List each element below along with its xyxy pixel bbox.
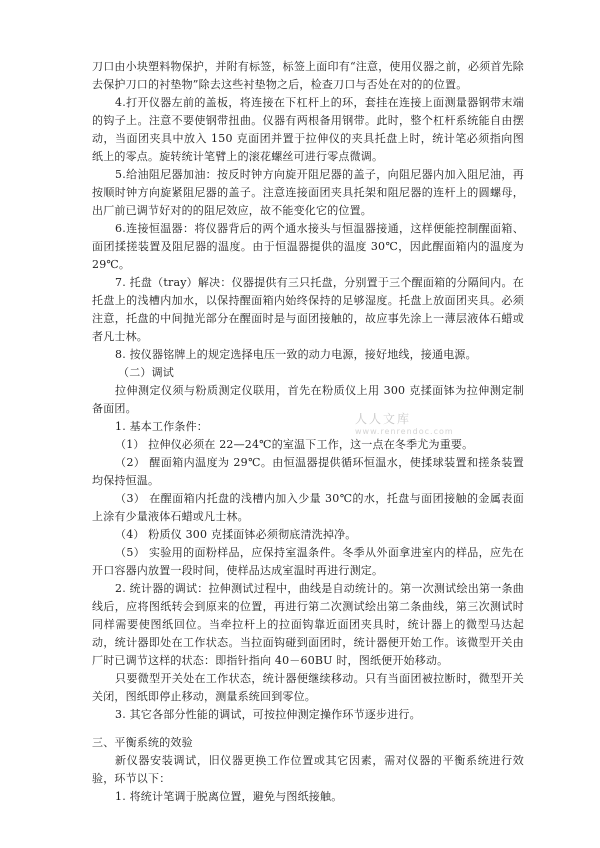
paragraph-step-6: 6.连接恒温器：将仪器背后的两个通水接头与恒温器接通，这样便能控制醒面箱、面团揉搓装置及阻尼器的温度。由于恒温器提供的温度 30℃，因此醒面箱内的温度为 29℃。 [92,222,524,271]
condition-item-5: （5） 实验用的面粉样品，应保持室温条件。冬季从外面拿进室内的样品，应先在开口容器内放置一段时间，使样品达成室温时再进行测定。 [92,546,524,577]
paragraph-step-7: 7. 托盘（tray）解决：仪器提供有三只托盘，分别置于三个醒面箱的分隔间内。在托盘上的浅槽内加水，以保持醒面箱内始终保持的足够湿度。托盘上放面团夹具。必须注意，托盘的中间抛光部分在醒面时是与面团接触的，故应事先涂上一薄层液体石蜡或者凡士林。 [92,276,524,343]
paragraph-recorder-debug: 2. 统计器的调试：拉伸测试过程中，曲线是自动统计的。第一次测试绘出第一条曲线后，应将图纸转会到原来的位置，再进行第二次测试绘出第二条曲线，第三次测试时同样需要使图纸回位。当牵拉杆上的拉面钩靠近面团夹具时，统计器上的微型马达起动，统计器即处在工作状态。当拉面钩碰到面团时，统计器便开始工作。该微型开关由厂时已调节这样的状态：即指针指向 40－60BU 时，图纸便开始移动。 [92,582,524,667]
paragraph-balance-step-1: 1. 将统计笔调于脱离位置，避免与图纸接触。 [115,790,343,803]
paragraph-microswitch: 只要微型开关处在工作状态，统计器便继续移动。只有当面团被拉断时，微型开关关闭，图纸即停止移动，测量系统回到零位。 [92,672,524,703]
watermark-title: 人人文库 [355,412,412,426]
section-heading-balance: 三、平衡系统的效验 [92,736,193,749]
paragraph-step-4: 4.打开仪器左前的盖板，将连接在下杠杆上的环，套挂在连接上面测量器钢带末端的钩子上。注意不要使钢带扭曲。仪器有两根备用钢带。此时，整个杠杆系统能自由摆动，当面团夹具中放入 150 克面团并置于拉伸仪的夹具托盘上时，统计笔必须指向图纸上的零点。旋转统计笔臂上的滚花螺丝可进行零点微调。 [92,96,524,163]
paragraph-balance-intro: 新仪器安装调试，旧仪器更换工作位置或其它因素，需对仪器的平衡系统进行效验，环节以下： [92,754,524,785]
paragraph-step-5: 5.给油阻尼器加油：按反时钟方向旋开阻尼器的盖子，向阻尼器内加入阻尼油，再按顺时钟方向旋紧阻尼器的盖子。注意连接面团夹具托架和阻尼器的连杆上的圆螺母，出厂前已调节好对的的阻尼效应，故不能变化它的位置。 [92,168,524,217]
condition-item-1: （1） 拉伸仪必须在 22—24℃的室温下工作，这一点在冬季尤为重要。 [115,438,474,451]
section-heading-debug: （二）调试 [118,366,174,379]
paragraph-debug-intro: 拉伸测定仪须与粉质测定仪联用，首先在粉质仪上用 300 克揉面钵为拉伸测定制备面团。 [92,384,524,415]
condition-item-2: （2） 醒面箱内温度为 29℃。由恒温器提供循环恒温水，使揉球装置和搓条装置均保持恒温。 [92,456,524,487]
paragraph-step-8: 8. 按仪器铭牌上的规定选择电压一致的动力电源，接好地线，接通电源。 [115,348,477,361]
watermark [355,410,465,450]
condition-item-4: （4） 粉质仪 300 克揉面钵必须彻底清洗掉净。 [115,528,357,541]
watermark-url: www.renrendoc.com [355,427,454,436]
condition-item-3: （3） 在醒面箱内托盘的浅槽内加入少量 30℃的水，托盘与面团接触的金属表面上涂有少量液体石蜡或凡士林。 [92,492,524,523]
paragraph-basic-conditions: 1. 基本工作条件： [115,420,208,433]
paragraph-other-debug: 3. 其它各部分性能的调试，可按拉伸测定操作环节逐步进行。 [115,708,421,721]
paragraph-intro: 刀口由小块塑料物保护，并附有标签，标签上面印有“注意，使用仪器之前，必须首先除去保护刀口的衬垫物”除去这些衬垫物之后，检查刀口与否处在对的的位置。 [92,60,524,91]
